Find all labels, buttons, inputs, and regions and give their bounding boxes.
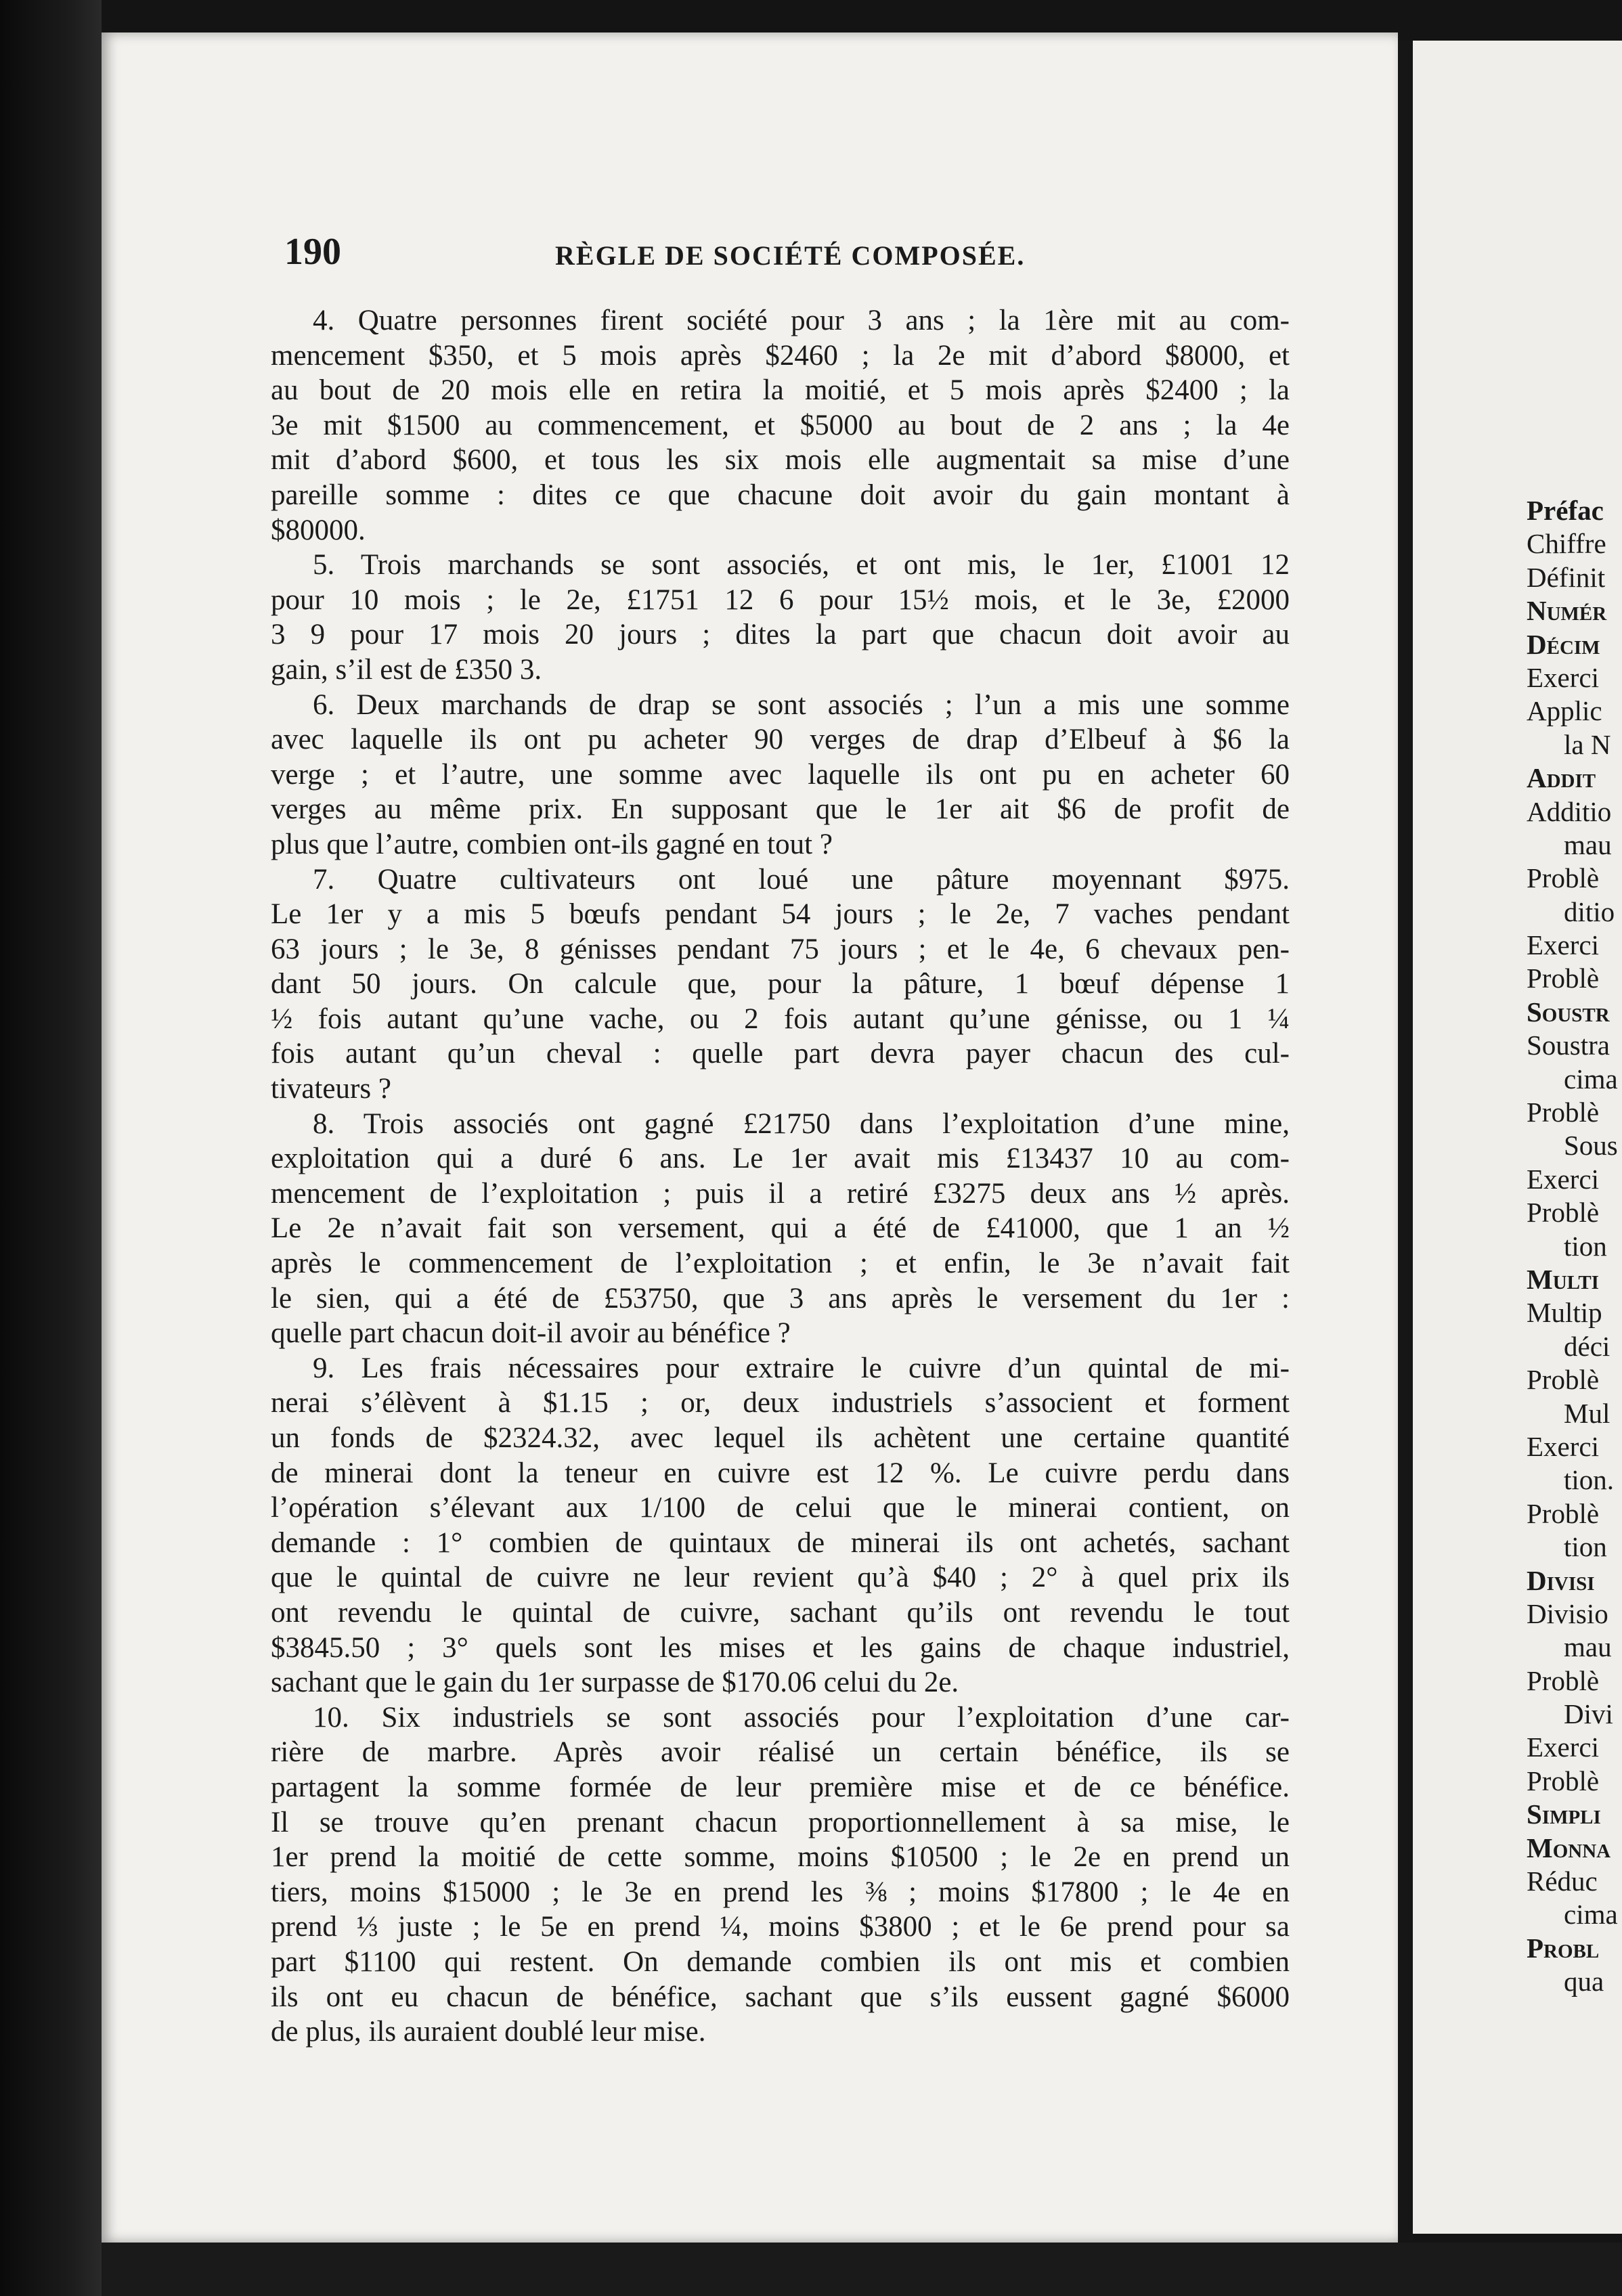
- toc-line: Problè: [1527, 1097, 1600, 1128]
- toc-line: tion: [1564, 1230, 1607, 1262]
- text-line: 8. Trois associés ont gagné £21750 dans l’exploitation d’une mine,: [313, 1107, 1290, 1140]
- toc-line: Divisio: [1527, 1597, 1608, 1629]
- toc-line: qua: [1564, 1966, 1604, 1997]
- toc-line: Problè: [1527, 862, 1600, 894]
- text-line: part $1100 qui restent. On demande combien ils ont mis et combien: [271, 1945, 1290, 1978]
- text-line: 63 jours ; le 3e, 8 génisses pendant 75 jours ; et le 4e, 6 chevaux pen-: [271, 933, 1290, 965]
- toc-line: Problè: [1527, 1497, 1600, 1529]
- toc-line: Simpli: [1527, 1798, 1601, 1830]
- toc-line: la N: [1564, 728, 1611, 760]
- text-line: mencement $350, et 5 mois après $2460 ; la 2e mit d’abord $8000, et: [271, 339, 1290, 372]
- toc-line: Divisi: [1527, 1564, 1595, 1596]
- text-line: 5. Trois marchands se sont associés, et ont mis, le 1er, £1001 12: [313, 549, 1290, 581]
- toc-line: Problè: [1527, 1197, 1600, 1229]
- text-line: ils ont eu chacun de bénéfice, sachant que s’ils eussent gagné $6000: [271, 1981, 1290, 2013]
- text-line: au bout de 20 mois elle en retira la moitié, et 5 mois après $2400 ; la: [271, 374, 1290, 407]
- toc-line: ditio: [1564, 896, 1615, 927]
- text-line: 10. Six industriels se sont associés pour l’exploitation d’une car-: [313, 1701, 1290, 1734]
- text-line: après le commencement de l’exploitation ; et enfin, le 3e n’avait fait: [271, 1248, 1290, 1280]
- text-line: rière de marbre. Après avoir réalisé un certain bénéfice, ils se: [271, 1736, 1290, 1769]
- toc-line: Soustra: [1527, 1030, 1610, 1061]
- toc-line: tion.: [1564, 1464, 1615, 1496]
- text-line: avec laquelle ils ont pu acheter 90 verges de drap d’Elbeuf à $6 la: [271, 724, 1290, 756]
- text-line: pareille somme : dites ce que chacune doit avoir du gain montant à: [271, 479, 1290, 511]
- toc-line: tion: [1564, 1531, 1607, 1563]
- toc-line: Exerci: [1527, 661, 1599, 693]
- text-line: de minerai dont la teneur en cuivre est 12 %. Le cuivre perdu dans: [271, 1457, 1290, 1489]
- text-line: verge ; et l’autre, une somme avec laquelle ils ont pu en acheter 60: [271, 758, 1290, 791]
- text-line: Le 1er y a mis 5 bœufs pendant 54 jours ; le 2e, 7 vaches pendant: [271, 898, 1290, 931]
- scan-left-border: [0, 0, 102, 2296]
- text-line: tivateurs ?: [271, 1073, 391, 1105]
- text-line: ont revendu le quintal de cuivre, sachant qu’ils ont revendu le tout: [271, 1596, 1290, 1629]
- toc-line: Divi: [1564, 1698, 1613, 1730]
- toc-line: Problè: [1527, 1664, 1600, 1696]
- text-line: 3 9 pour 17 mois 20 jours ; dites la part que chacun doit avoir au: [271, 619, 1290, 651]
- toc-line: cima: [1564, 1063, 1618, 1095]
- toc-line: Exerci: [1527, 929, 1599, 961]
- text-line: 9. Les frais nécessaires pour extraire le cuivre d’un quintal de mi-: [313, 1352, 1290, 1384]
- text-line: pour 10 mois ; le 2e, £1751 12 6 pour 15½ mois, et le 3e, £2000: [271, 583, 1290, 616]
- toc-line: Numér: [1527, 595, 1607, 627]
- page-header: [176, 230, 1300, 284]
- text-line: 1er prend la moitié de cette somme, moins $10500 ; le 2e en prend un: [271, 1841, 1290, 1874]
- toc-line: Exerci: [1527, 1430, 1599, 1462]
- text-line: prend ⅓ juste ; le 5e en prend ¼, moins $3800 ; et le 6e prend pour sa: [271, 1911, 1290, 1943]
- toc-line: Préfac: [1527, 495, 1604, 526]
- text-line: partagent la somme formée de leur première mise et de ce bénéfice.: [271, 1771, 1290, 1803]
- toc-line: Définit: [1527, 561, 1606, 593]
- text-line: Le 2e n’avait fait son versement, qui a été de £41000, que 1 an ½: [271, 1212, 1290, 1245]
- text-line: l’opération s’élevant aux 1/100 de celui que le minerai contient, on: [271, 1492, 1290, 1524]
- toc-line: Multip: [1527, 1297, 1602, 1329]
- text-line: dant 50 jours. On calcule que, pour la pâture, 1 bœuf dépense 1: [271, 968, 1290, 1000]
- page-number: 190: [284, 231, 341, 273]
- toc-line: Chiffre: [1527, 528, 1606, 560]
- text-line: demande : 1° combien de quintaux de minerai ils ont achetés, sachant: [271, 1526, 1290, 1559]
- toc-line: Sous: [1564, 1130, 1618, 1162]
- toc-line: cima: [1564, 1899, 1618, 1930]
- text-line: le sien, qui a été de £53750, que 3 ans après le versement du 1er :: [271, 1282, 1290, 1315]
- text-line: verges au même prix. En supposant que le 1er ait $6 de profit de: [271, 793, 1290, 826]
- toc-line: Multi: [1527, 1263, 1599, 1295]
- text-line: gain, s’il est de £350 3.: [271, 653, 542, 686]
- text-line: Il se trouve qu’en prenant chacun proportionnellement à sa mise, le: [271, 1806, 1290, 1838]
- toc-line: Problè: [1527, 1765, 1600, 1796]
- text-line: nerai s’élèvent à $1.15 ; or, deux industriels s’associent et forment: [271, 1387, 1290, 1419]
- toc-line: Réduc: [1527, 1866, 1598, 1897]
- text-line: exploitation qui a duré 6 ans. Le 1er avait mis £13437 10 au com-: [271, 1143, 1290, 1175]
- toc-line: déci: [1564, 1330, 1610, 1362]
- text-line: sachant que le gain du 1er surpasse de $170.06 celui du 2e.: [271, 1666, 959, 1699]
- text-line: ½ fois autant qu’une vache, ou 2 fois autant qu’une génisse, ou 1 ¼: [271, 1002, 1290, 1035]
- text-line: 4. Quatre personnes firent société pour 3 ans ; la 1ère mit au com-: [313, 305, 1290, 336]
- toc-line: Additio: [1527, 795, 1612, 827]
- scan-bottom-border: [102, 2243, 1622, 2296]
- text-line: que le quintal de cuivre ne leur revient qu’à $40 ; 2° à quel prix ils: [271, 1562, 1290, 1594]
- toc-line: mau: [1564, 1631, 1612, 1663]
- toc-line: Soustr: [1527, 996, 1610, 1028]
- text-line: quelle part chacun doit-il avoir au bénéfice ?: [271, 1317, 791, 1350]
- toc-line: Problè: [1527, 963, 1600, 994]
- toc-line: Exerci: [1527, 1163, 1599, 1195]
- toc-line: Addit: [1527, 762, 1596, 794]
- text-line: de plus, ils auraient doublé leur mise.: [271, 2016, 706, 2048]
- text-line: 3e mit $1500 au commencement, et $5000 au bout de 2 ans ; la 4e: [271, 409, 1290, 441]
- text-line: un fonds de $2324.32, avec lequel ils achètent une certaine quantité: [271, 1422, 1290, 1454]
- text-line: mencement de l’exploitation ; puis il a retiré £3275 deux ans ½ après.: [271, 1177, 1290, 1210]
- exercise-text-block: [271, 303, 1290, 2050]
- toc-line: Mul: [1564, 1397, 1610, 1429]
- book-gutter: [1398, 41, 1413, 2240]
- running-title: RÈGLE DE SOCIÉTÉ COMPOSÉE.: [555, 240, 1026, 271]
- facing-page-toc: [1527, 494, 1622, 1999]
- text-line: $80000.: [271, 514, 366, 546]
- toc-line: Exerci: [1527, 1731, 1599, 1763]
- text-line: 6. Deux marchands de drap se sont associés ; l’un a mis une somme: [313, 688, 1290, 721]
- toc-line: mau: [1564, 829, 1612, 860]
- toc-line: Décim: [1527, 628, 1600, 660]
- text-line: $3845.50 ; 3° quels sont les mises et les gains de chaque industriel,: [271, 1631, 1290, 1664]
- text-line: fois autant qu’un cheval : quelle part devra payer chacun des cul-: [271, 1038, 1290, 1070]
- toc-line: Monna: [1527, 1832, 1611, 1863]
- toc-line: Probl: [1527, 1932, 1600, 1964]
- text-line: 7. Quatre cultivateurs ont loué une pâture moyennant $975.: [313, 863, 1290, 896]
- toc-line: Problè: [1527, 1364, 1600, 1396]
- text-line: plus que l’autre, combien ont-ils gagné en tout ?: [271, 828, 833, 860]
- text-line: tiers, moins $15000 ; le 3e en prend les ⅜ ; moins $17800 ; le 4e en: [271, 1876, 1290, 1908]
- text-line: mit d’abord $600, et tous les six mois elle augmentait sa mise d’une: [271, 444, 1290, 477]
- toc-line: Applic: [1527, 695, 1602, 727]
